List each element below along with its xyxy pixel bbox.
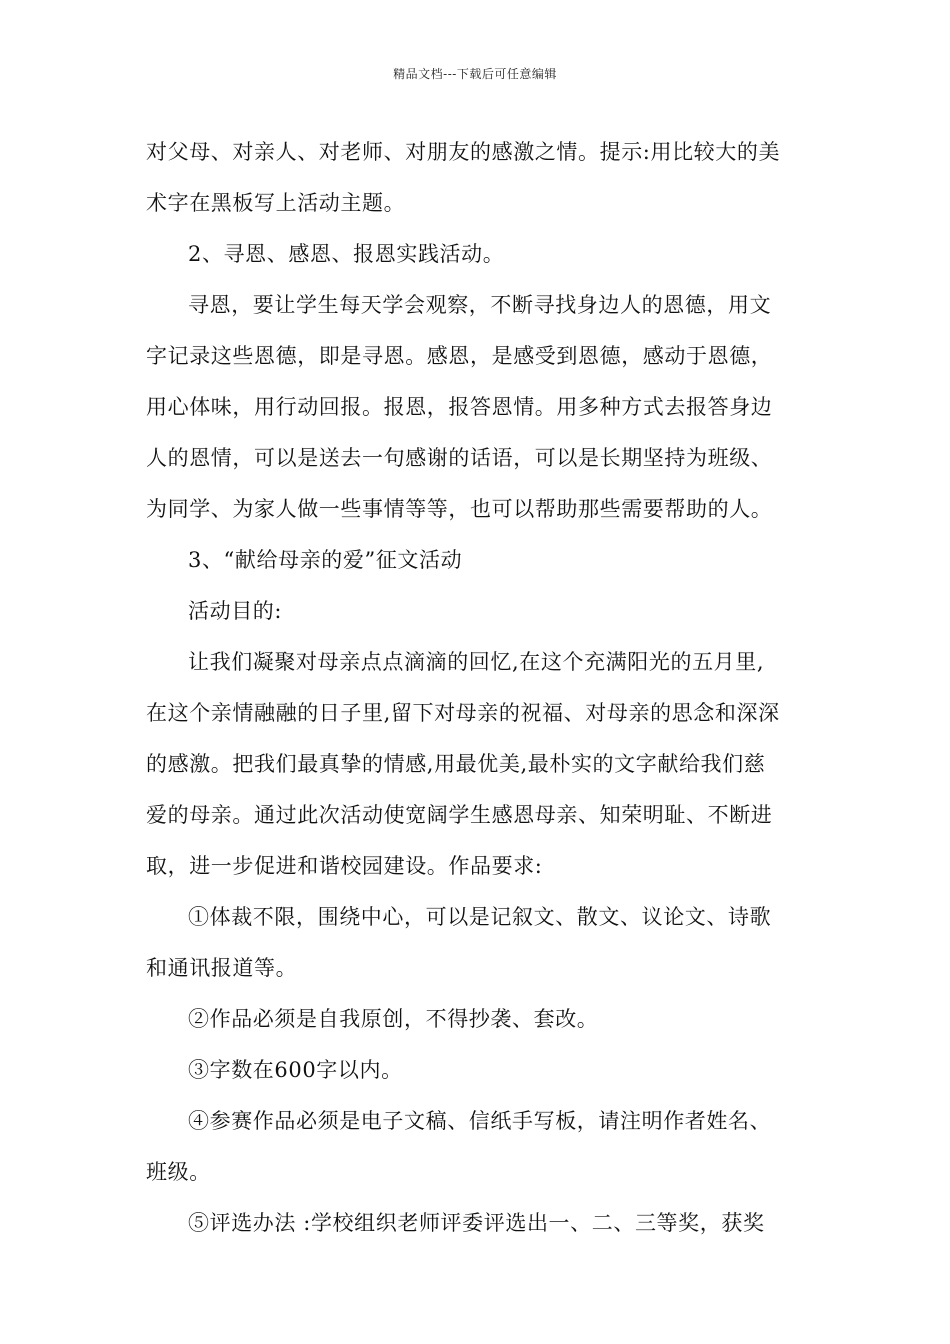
text-line: 在这个亲情融融的日子里,留下对母亲的祝福、对母亲的思念和深深 bbox=[146, 701, 780, 725]
text-line: 让我们凝聚对母亲点点滴滴的回忆,在这个充满阳光的五月里, bbox=[188, 650, 765, 674]
text-line: 字记录这些恩德，即是寻恩。感恩，是感受到恩德，感动于恩德， bbox=[146, 344, 773, 368]
text-line: 爱的母亲。通过此次活动使宽阔学生感恩母亲、知荣明耻、不断进 bbox=[146, 803, 773, 827]
text-line: ①体裁不限，围绕中心，可以是记叙文、散文、议论文、诗歌 bbox=[188, 905, 772, 929]
page-header: 精品文档---下载后可任意编辑 bbox=[393, 67, 557, 81]
text-line: 术字在黑板写上活动主题。 bbox=[146, 191, 406, 215]
text-line: 的感激。把我们最真挚的情感,用最优美,最朴实的文字献给我们慈 bbox=[146, 752, 766, 776]
text-line: 对父母、对亲人、对老师、对朋友的感激之情。提示:用比较大的美 bbox=[146, 140, 781, 164]
text-line: 寻恩，要让学生每天学会观察，不断寻找身边人的恩德，用文 bbox=[188, 293, 772, 317]
text-line: 取，进一步促进和谐校园建设。作品要求: bbox=[146, 854, 543, 878]
text-line: ②作品必须是自我原创，不得抄袭、套改。 bbox=[188, 1007, 599, 1031]
text-line: 为同学、为家人做一些事情等等，也可以帮助那些需要帮助的人。 bbox=[146, 497, 773, 521]
text-line: 班级。 bbox=[146, 1160, 211, 1184]
text-line: ③字数在600字以内。 bbox=[188, 1058, 403, 1082]
text-line: ⑤评选办法 :学校组织老师评委评选出一、二、三等奖，获奖 bbox=[188, 1211, 765, 1235]
document-body bbox=[146, 127, 811, 1249]
text-line: 活动目的: bbox=[188, 599, 283, 623]
text-line: 2、寻恩、感恩、报恩实践活动。 bbox=[188, 242, 505, 266]
text-line: 和通讯报道等。 bbox=[146, 956, 298, 980]
text-line: 3、“献给母亲的爱”征文活动 bbox=[188, 548, 463, 572]
text-line: 人的恩情，可以是送去一句感谢的话语，可以是长期坚持为班级、 bbox=[146, 446, 773, 470]
text-line: ④参赛作品必须是电子文稿、信纸手写板，请注明作者姓名、 bbox=[188, 1109, 772, 1133]
text-line: 用心体味，用行动回报。报恩，报答恩情。用多种方式去报答身边 bbox=[146, 395, 773, 419]
